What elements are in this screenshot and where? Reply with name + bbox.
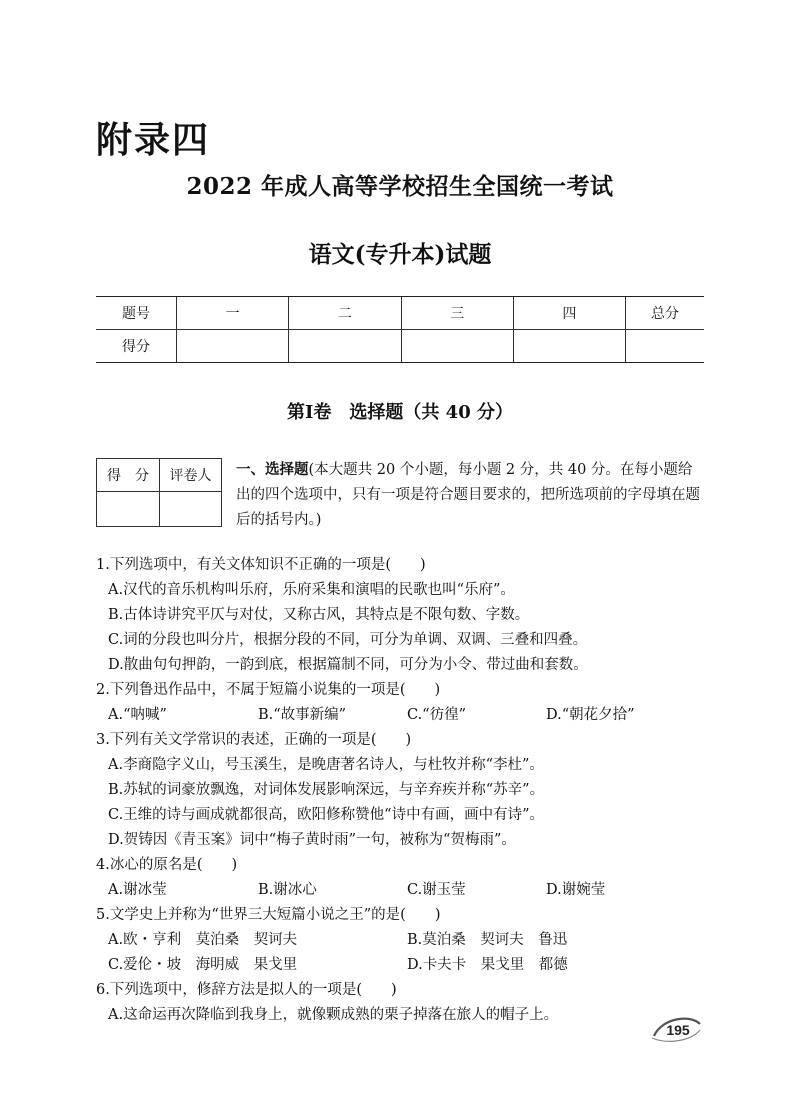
- grader-name-label: 评卷人: [159, 459, 221, 492]
- score-header-cell: 一: [177, 297, 289, 330]
- appendix-title: 附录四: [96, 120, 211, 161]
- page-number: 195: [666, 1022, 690, 1038]
- section-title: 第Ⅰ卷 选择题（共 40 分）: [286, 402, 513, 423]
- score-header-cell: 三: [401, 297, 513, 330]
- question-5-option-a[interactable]: A.欧・亨利 莫泊桑 契诃夫: [108, 932, 298, 948]
- question-2-option-b[interactable]: B.“故事新编”: [258, 707, 347, 723]
- score-table: [96, 296, 704, 363]
- section-instructions: [236, 457, 706, 533]
- score-cell[interactable]: [177, 330, 289, 363]
- question-6-stem: 6.下列选项中，修辞方法是拟人的一项是( ): [96, 982, 397, 998]
- score-row-label: 得分: [96, 330, 177, 363]
- question-4-option-a[interactable]: A.谢冰莹: [108, 882, 167, 898]
- question-1-option-a[interactable]: A.汉代的音乐机构叫乐府，乐府采集和演唱的民歌也叫“乐府”。: [108, 582, 515, 598]
- score-cell[interactable]: [289, 330, 401, 363]
- score-table-score-row: [96, 330, 704, 363]
- question-1-stem: 1.下列选项中，有关文体知识不正确的一项是( ): [96, 557, 426, 573]
- question-3-option-d[interactable]: D.贺铸因《青玉案》词中“梅子黄时雨”一句，被称为“贺梅雨”。: [108, 832, 516, 848]
- score-cell[interactable]: [626, 330, 705, 363]
- question-2-stem: 2.下列鲁迅作品中，不属于短篇小说集的一项是( ): [96, 682, 441, 698]
- question-5-option-d[interactable]: D.卡夫卡 果戈里 都德: [407, 957, 568, 973]
- question-5-option-c[interactable]: C.爱伦・坡 海明威 果戈里: [108, 957, 298, 973]
- question-3-option-c[interactable]: C.王维的诗与画成就都很高，欧阳修称赞他“诗中有画，画中有诗”。: [108, 807, 545, 823]
- instructions-text: (本大题共 20 个小题，每小题 2 分，共 40 分。在每小题给出的四个选项中，只有一项是符合题目要求的，把所选项前的字母填在题后的括号内。): [236, 462, 700, 528]
- question-1-option-d[interactable]: D.散曲句句押韵，一韵到底，根据篇制不同，可分为小令、带过曲和套数。: [108, 657, 588, 673]
- question-5-option-b[interactable]: B.莫泊桑 契诃夫 鲁迅: [407, 932, 568, 948]
- question-5-stem: 5.文学史上并称为“世界三大短篇小说之王”的是( ): [96, 907, 441, 923]
- grader-score-label: 得 分: [97, 459, 160, 492]
- question-1-option-c[interactable]: C.词的分段也叫分片，根据分段的不同，可分为单调、双调、三叠和四叠。: [108, 632, 588, 648]
- score-header-cell: 题号: [96, 297, 177, 330]
- score-header-cell: 总分: [626, 297, 705, 330]
- exam-title: 2022 年成人高等学校招生全国统一考试: [186, 173, 614, 200]
- question-6-option-a[interactable]: A.这命运再次降临到我身上，就像颗成熟的栗子掉落在旅人的帽子上。: [108, 1007, 559, 1023]
- score-header-cell: 四: [513, 297, 625, 330]
- question-3-stem: 3.下列有关文学常识的表述，正确的一项是( ): [96, 732, 412, 748]
- question-4-option-d[interactable]: D.谢婉莹: [546, 882, 606, 898]
- score-header-cell: 二: [289, 297, 401, 330]
- subject-title: 语文(专升本)试题: [308, 241, 492, 268]
- question-4-option-b[interactable]: B.谢冰心: [258, 882, 317, 898]
- page-number-badge: [650, 1014, 702, 1044]
- grader-name-cell[interactable]: [159, 492, 221, 527]
- question-2-option-c[interactable]: C.“彷徨”: [407, 707, 467, 723]
- grader-box: [96, 458, 222, 527]
- question-2-option-d[interactable]: D.“朝花夕拾”: [546, 707, 635, 723]
- question-4-stem: 4.冰心的原名是( ): [96, 857, 238, 873]
- score-cell[interactable]: [513, 330, 625, 363]
- question-2-option-a[interactable]: A.“呐喊”: [108, 707, 167, 723]
- score-table-header-row: [96, 297, 704, 330]
- grader-score-cell[interactable]: [97, 492, 160, 527]
- question-3-option-a[interactable]: A.李商隐字义山，号玉溪生，是晚唐著名诗人，与杜牧并称“李杜”。: [108, 757, 544, 773]
- question-3-option-b[interactable]: B.苏轼的词豪放飘逸，对词体发展影响深远，与辛弃疾并称“苏辛”。: [108, 782, 545, 798]
- instructions-heading: 一、选择题: [236, 461, 309, 478]
- score-cell[interactable]: [401, 330, 513, 363]
- question-4-option-c[interactable]: C.谢玉莹: [407, 882, 466, 898]
- question-1-option-b[interactable]: B.古体诗讲究平仄与对仗，又称古风，其特点是不限句数、字数。: [108, 607, 530, 623]
